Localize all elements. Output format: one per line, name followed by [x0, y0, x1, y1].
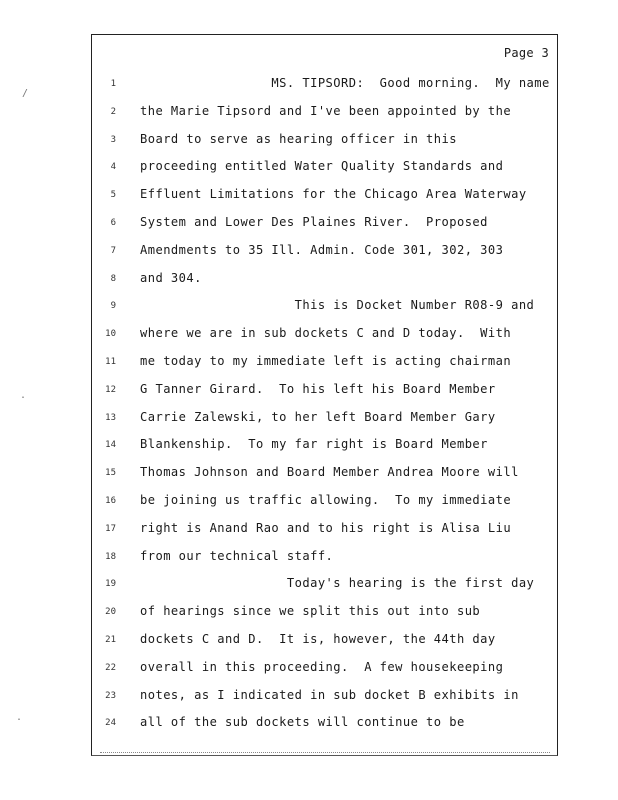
- line-number: 23: [105, 690, 116, 701]
- transcript-line: Amendments to 35 Ill. Admin. Code 301, 302, 303: [140, 242, 504, 257]
- transcript-line: MS. TIPSORD: Good morning. My name: [140, 76, 550, 90]
- page-number: Page 3: [503, 46, 549, 60]
- transcript-line: Today's hearing is the first day: [140, 576, 535, 591]
- margin-mark: .: [16, 712, 23, 723]
- transcript-line: dockets C and D. It is, however, the 44th day: [140, 632, 496, 646]
- line-number: 17: [105, 523, 116, 534]
- margin-mark: /: [22, 88, 29, 99]
- transcript-line: proceeding entitled Water Quality Standards and: [140, 159, 504, 174]
- transcript-line: me today to my immediate left is acting chairman: [140, 354, 512, 368]
- line-number: 15: [105, 468, 116, 479]
- line-number: 24: [105, 718, 116, 729]
- line-number: 21: [105, 635, 116, 645]
- transcript-page: [91, 34, 558, 756]
- transcript-line: Thomas Johnson and Board Member Andrea Moore will: [140, 465, 519, 480]
- line-number: 19: [105, 579, 116, 590]
- transcript-line: of hearings since we split this out into sub: [140, 604, 481, 619]
- transcript-line: System and Lower Des Plaines River. Proposed: [140, 215, 488, 229]
- line-number: 12: [105, 384, 116, 395]
- line-number: 6: [110, 218, 116, 228]
- transcript-line: right is Anand Rao and to his right is Alisa Liu: [140, 520, 512, 535]
- transcript-line: where we are in sub dockets C and D today. With: [140, 326, 512, 341]
- margin-mark: .: [20, 390, 27, 401]
- transcript-line: Blankenship. To my far right is Board Member: [140, 437, 488, 452]
- line-number: 4: [110, 162, 116, 173]
- transcript-line: Carrie Zalewski, to her left Board Member Gary: [140, 409, 496, 424]
- line-number: 16: [105, 496, 116, 506]
- line-number: 8: [110, 273, 116, 284]
- transcript-line: and 304.: [140, 270, 202, 285]
- line-number: 18: [105, 551, 116, 562]
- line-number: 13: [105, 412, 116, 423]
- transcript-line: Board to serve as hearing officer in this: [140, 131, 457, 146]
- transcript-line: the Marie Tipsord and I've been appointed by the: [140, 103, 512, 118]
- line-number: 3: [110, 134, 116, 145]
- transcript-line: overall in this proceeding. A few housekeeping: [140, 659, 504, 674]
- line-number: 11: [105, 357, 116, 367]
- line-number: 14: [105, 440, 116, 451]
- transcript-line: notes, as I indicated in sub docket B exhibits in: [140, 687, 519, 702]
- transcript-line: from our technical staff.: [140, 548, 334, 563]
- transcript-line: Effluent Limitations for the Chicago Area Waterway: [140, 187, 527, 202]
- transcript-line: be joining us traffic allowing. To my immediate: [140, 493, 512, 507]
- line-number: 1: [110, 79, 116, 89]
- scan-noise: [100, 752, 550, 755]
- line-number: 20: [105, 607, 116, 618]
- line-number: 5: [110, 190, 116, 201]
- line-number: 10: [105, 329, 116, 340]
- transcript-line: This is Docket Number R08-9 and: [140, 298, 535, 313]
- line-number: 9: [110, 301, 116, 312]
- transcript-line: all of the sub dockets will continue to be: [140, 715, 465, 730]
- line-number: 7: [110, 245, 116, 256]
- transcript-line: G Tanner Girard. To his left his Board Member: [140, 381, 496, 396]
- line-number: 2: [110, 106, 116, 117]
- line-number: 22: [105, 662, 116, 673]
